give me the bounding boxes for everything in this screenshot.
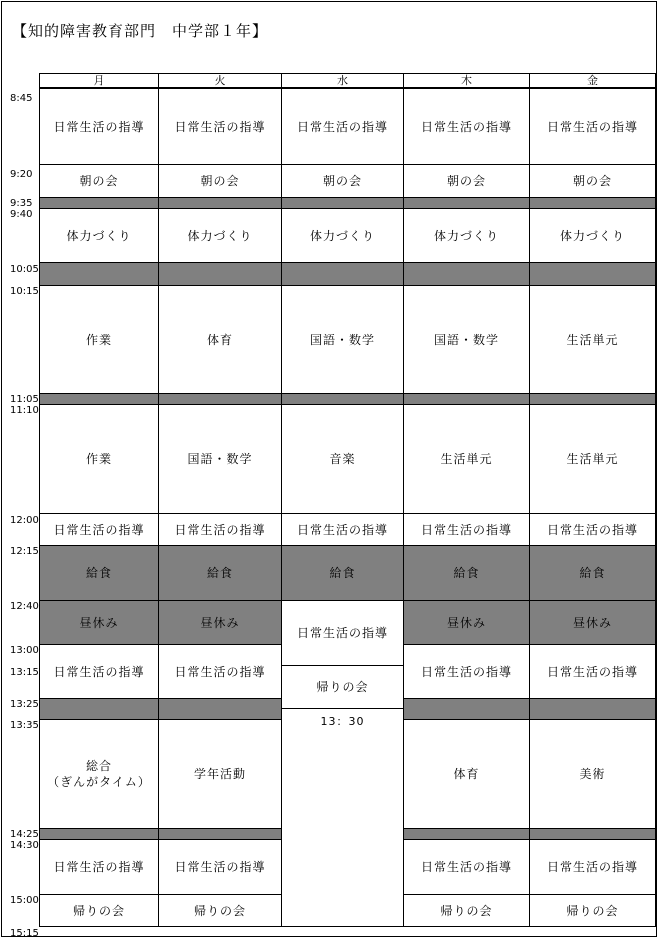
timetable-cell: 美術 — [529, 719, 656, 829]
wednesday-guidance-cell: 日常生活の指導 — [281, 600, 404, 666]
time-label: 11:05 — [10, 394, 39, 405]
break-cell — [281, 262, 404, 286]
timetable-cell: 日常生活の指導 — [281, 513, 404, 546]
timetable-cell: 帰りの会 — [403, 894, 530, 927]
day-header: 水 — [281, 73, 404, 88]
lunch-cell: 給食 — [403, 545, 530, 601]
timetable-cell: 国語・数学 — [158, 404, 282, 514]
timetable-cell: 帰りの会 — [158, 894, 282, 927]
timetable-cell: 日常生活の指導 — [158, 839, 282, 895]
timetable-cell: 朝の会 — [281, 164, 404, 198]
timetable-cell: 朝の会 — [529, 164, 656, 198]
lunch-cell: 給食 — [39, 545, 159, 601]
time-label: 13:35 — [10, 720, 39, 731]
timetable-cell: 体力づくり — [403, 208, 530, 263]
time-label: 11:10 — [10, 405, 39, 416]
break-cell — [403, 698, 530, 720]
timetable-cell: 体力づくり — [281, 208, 404, 263]
time-label: 14:30 — [10, 840, 39, 851]
timetable-cell: 生活単元 — [529, 404, 656, 514]
timetable-cell: 総合 （ぎんがタイム） — [39, 719, 159, 829]
timetable-cell: 日常生活の指導 — [39, 513, 159, 546]
lunch-cell: 給食 — [158, 545, 282, 601]
timetable-cell: 朝の会 — [39, 164, 159, 198]
break-cell — [158, 698, 282, 720]
timetable-cell: 国語・数学 — [281, 285, 404, 394]
timetable-cell: 体育 — [403, 719, 530, 829]
timetable-cell: 作業 — [39, 404, 159, 514]
time-label: 15:15 — [10, 928, 39, 939]
timetable-cell: 日常生活の指導 — [39, 644, 159, 699]
break-cell — [403, 262, 530, 286]
timetable-cell: 日常生活の指導 — [529, 88, 656, 165]
timetable-cell: 生活単元 — [403, 404, 530, 514]
time-label: 15:00 — [10, 895, 39, 906]
time-label: 10:05 — [10, 264, 39, 275]
time-label: 8:45 — [10, 93, 33, 104]
timetable-cell: 日常生活の指導 — [158, 88, 282, 165]
timetable-cell: 日常生活の指導 — [158, 644, 282, 699]
page-title: 【知的障害教育部門 中学部１年】 — [12, 22, 269, 40]
dismissal-time: 13：30 — [320, 715, 365, 728]
lunch-cell: 昼休み — [158, 600, 282, 645]
timetable-cell: 日常生活の指導 — [529, 839, 656, 895]
timetable-cell: 体育 — [158, 285, 282, 394]
timetable-cell: 日常生活の指導 — [39, 88, 159, 165]
timetable-cell: 国語・数学 — [403, 285, 530, 394]
timetable-cell: 朝の会 — [158, 164, 282, 198]
time-label: 9:40 — [10, 209, 33, 220]
day-header: 月 — [39, 73, 159, 88]
timetable-cell: 学年活動 — [158, 719, 282, 829]
lunch-cell: 昼休み — [529, 600, 656, 645]
timetable-cell: 体力づくり — [158, 208, 282, 263]
time-label: 12:00 — [10, 515, 39, 526]
lunch-cell: 給食 — [529, 545, 656, 601]
day-header: 木 — [403, 73, 530, 88]
lunch-cell: 昼休み — [403, 600, 530, 645]
time-label: 9:20 — [10, 169, 33, 180]
lunch-cell: 給食 — [281, 545, 404, 601]
timetable-cell: 帰りの会 — [529, 894, 656, 927]
time-label: 13:15 — [10, 667, 39, 678]
time-label: 13:25 — [10, 699, 39, 710]
timetable-cell: 日常生活の指導 — [403, 839, 530, 895]
time-label: 9:35 — [10, 198, 33, 209]
timetable-cell: 音楽 — [281, 404, 404, 514]
timetable-cell: 日常生活の指導 — [403, 513, 530, 546]
day-header: 金 — [529, 73, 656, 88]
day-header: 火 — [158, 73, 282, 88]
timetable-cell: 日常生活の指導 — [529, 644, 656, 699]
timetable-cell: 日常生活の指導 — [158, 513, 282, 546]
break-cell — [39, 262, 159, 286]
time-label: 12:40 — [10, 601, 39, 612]
time-label: 14:25 — [10, 829, 39, 840]
timetable-cell: 体力づくり — [529, 208, 656, 263]
break-cell — [158, 262, 282, 286]
break-cell — [39, 698, 159, 720]
timetable-cell: 日常生活の指導 — [39, 839, 159, 895]
timetable-cell: 作業 — [39, 285, 159, 394]
timetable-cell: 日常生活の指導 — [529, 513, 656, 546]
break-cell — [529, 698, 656, 720]
time-label: 13:00 — [10, 645, 39, 656]
timetable-cell: 朝の会 — [403, 164, 530, 198]
break-cell — [529, 262, 656, 286]
timetable-cell: 日常生活の指導 — [281, 88, 404, 165]
timetable-cell: 生活単元 — [529, 285, 656, 394]
lunch-cell: 昼休み — [39, 600, 159, 645]
time-label: 12:15 — [10, 546, 39, 557]
wednesday-homeroom-cell: 帰りの会 — [281, 665, 404, 709]
time-label: 10:15 — [10, 286, 39, 297]
timetable-cell: 体力づくり — [39, 208, 159, 263]
wednesday-empty-cell — [281, 708, 404, 927]
timetable-cell: 帰りの会 — [39, 894, 159, 927]
timetable-cell: 日常生活の指導 — [403, 644, 530, 699]
timetable-cell: 日常生活の指導 — [403, 88, 530, 165]
